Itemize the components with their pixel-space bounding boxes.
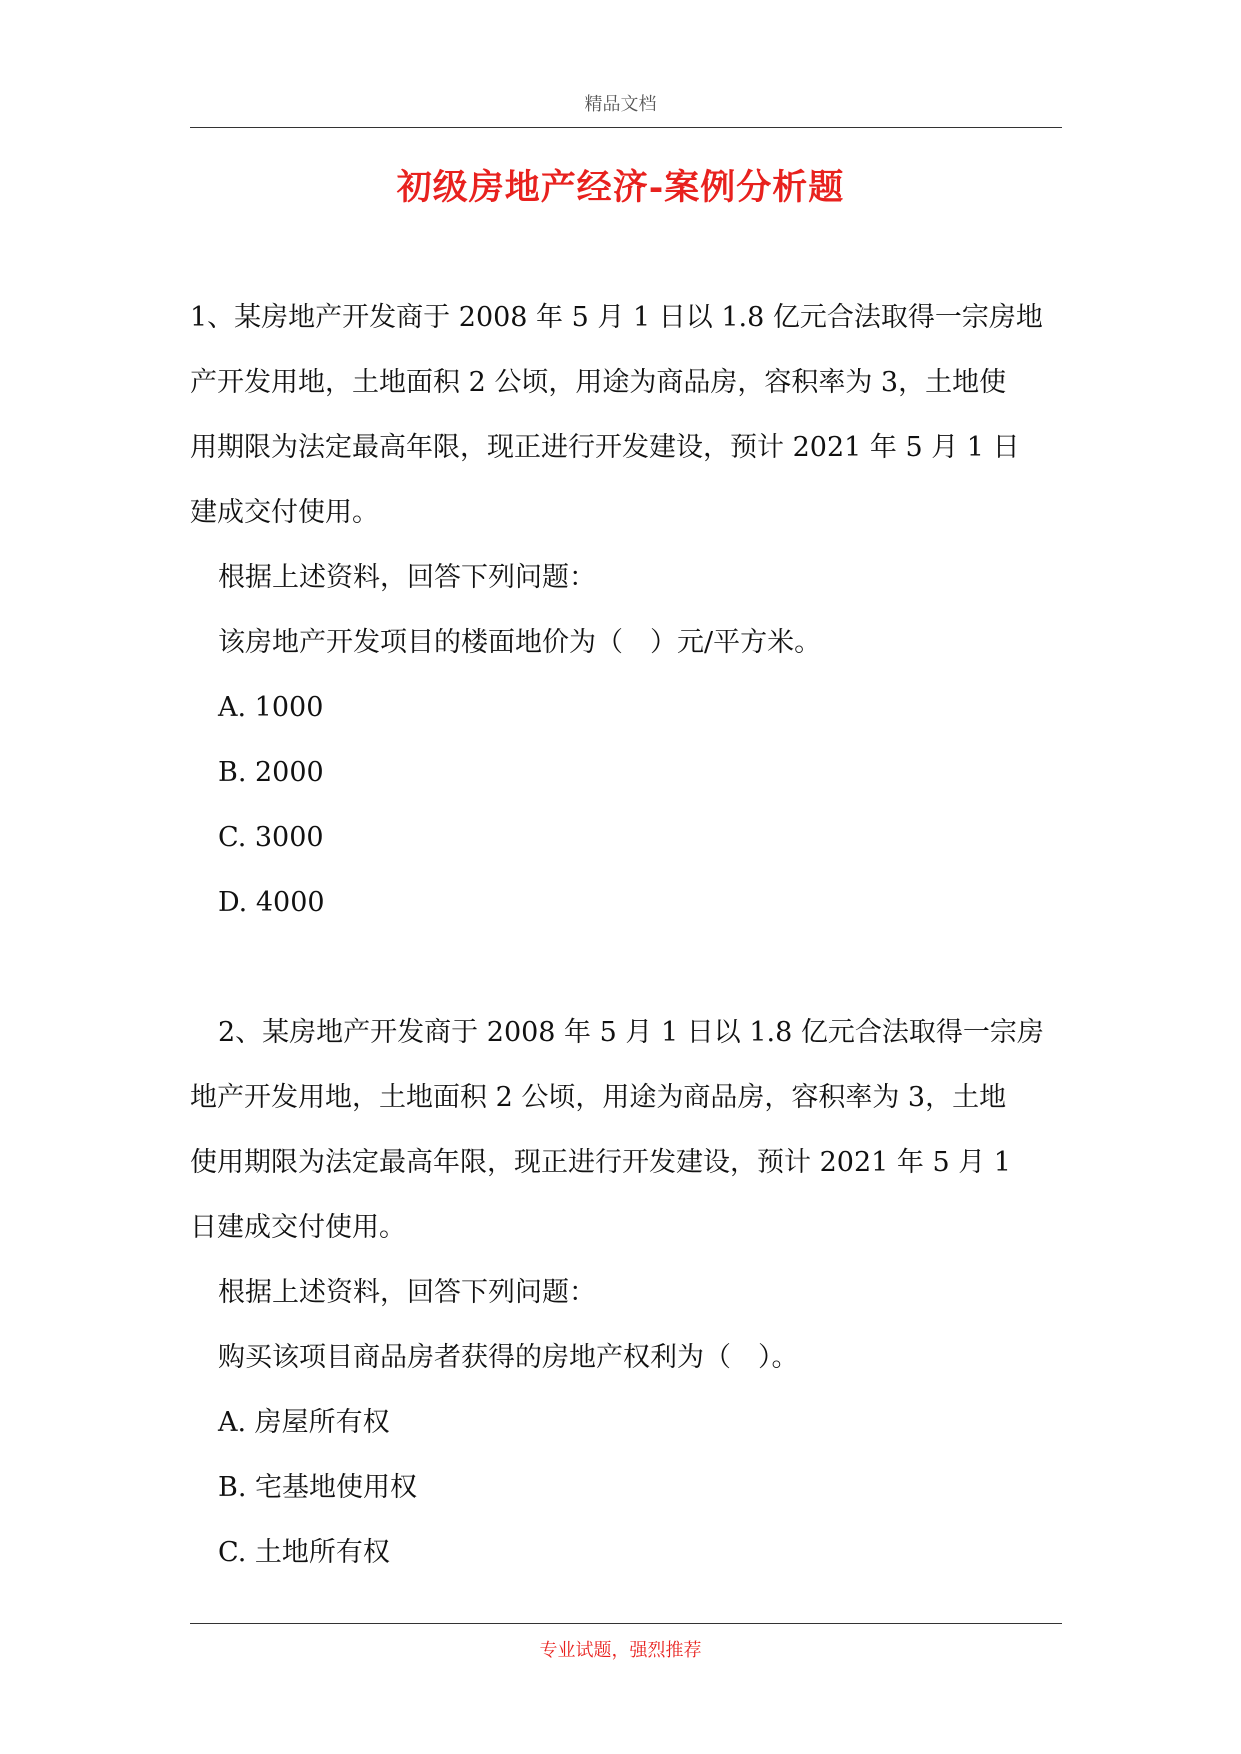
question-stem-line: 建成交付使用。	[190, 497, 379, 528]
answer-option: C. 3000	[218, 822, 324, 853]
page-footer: 专业试题，强烈推荐	[539, 1640, 702, 1661]
header-divider	[190, 127, 1062, 128]
question-2	[190, 1000, 1062, 1585]
question-prompt: 根据上述资料，回答下列问题：	[218, 1277, 596, 1308]
document-title: 初级房地产经济-案例分析题	[396, 167, 845, 208]
answer-option: A. 房屋所有权	[218, 1407, 390, 1438]
answer-option: C. 土地所有权	[218, 1537, 390, 1568]
page-header: 精品文档	[584, 94, 657, 115]
question-stem-line: 1、某房地产开发商于 2008 年 5 月 1 日以 1.8 亿元合法取得一宗房地	[190, 302, 1043, 333]
answer-option: D. 4000	[218, 887, 325, 918]
question-stem-line: 产开发用地，土地面积 2 公顷，用途为商品房，容积率为 3，土地使	[190, 367, 1007, 398]
question-stem-line: 使用期限为法定最高年限，现正进行开发建设，预计 2021 年 5 月 1	[190, 1147, 1011, 1178]
document-body	[190, 285, 1062, 1585]
question-stem-line: 用期限为法定最高年限，现正进行开发建设，预计 2021 年 5 月 1 日	[190, 432, 1020, 463]
question-stem-line: 日建成交付使用。	[190, 1212, 406, 1243]
question-text: 购买该项目商品房者获得的房地产权利为（ ）。	[218, 1342, 799, 1373]
question-1	[190, 285, 1062, 935]
question-stem-line: 2、某房地产开发商于 2008 年 5 月 1 日以 1.8 亿元合法取得一宗房	[218, 1017, 1044, 1048]
question-separator	[190, 935, 1062, 1000]
question-text: 该房地产开发项目的楼面地价为（ ）元/平方米。	[218, 627, 822, 658]
question-stem-line: 地产开发用地，土地面积 2 公顷，用途为商品房，容积率为 3，土地	[190, 1082, 1007, 1113]
footer-divider	[190, 1623, 1062, 1624]
answer-option: B. 2000	[218, 757, 324, 788]
answer-option: A. 1000	[218, 692, 324, 723]
question-prompt: 根据上述资料，回答下列问题：	[218, 562, 596, 593]
answer-option: B. 宅基地使用权	[218, 1472, 418, 1503]
